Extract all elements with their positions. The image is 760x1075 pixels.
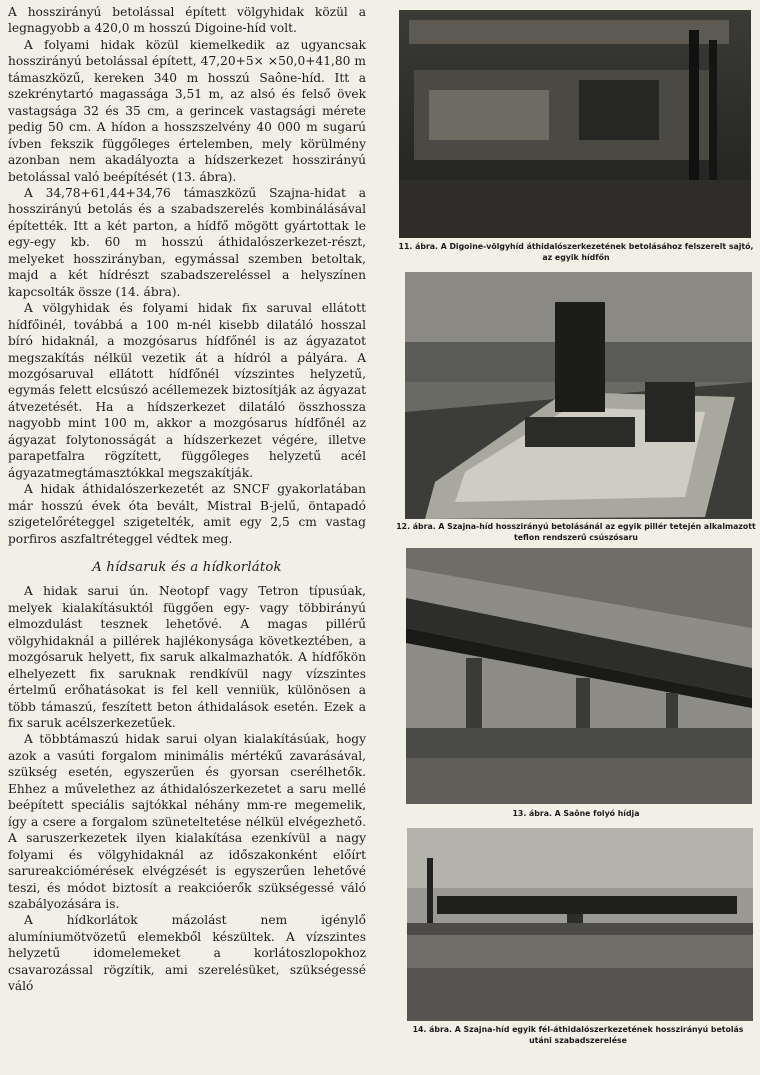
- figure-11-photo: [399, 10, 751, 238]
- paragraph-korlatok: A hídkorlátok mázolást nem igénylő alumíniumötvözetű elemekből készültek. A vízszintes helyzetű idomelemeket a korlátoszlopokhoz csavarozással rögzítik, ami szerelésüket, szükségessé váló: [8, 913, 366, 994]
- article-text-column: [8, 4, 366, 995]
- paragraph-szigeteles: A hidak áthidalószerkezetét az SNCF gyakorlatában már hosszú évek óta bevált, Mistral B-jelű, öntapadó szigetelőréteggel szigetelték, amit egy 2,5 cm vastag porfiros aszfaltréteggel védtek meg.: [8, 482, 366, 546]
- paragraph-saone: A folyami hidak közül kiemelkedik az ugyancsak hosszirányú betolással épített, 47,20+5× ×50,0+41,80 m támaszközű, kereken 340 m hosszú Saône-híd. Itt a szekrénytartó magassága 3,51 m, az alsó és felső övek vastagsága 32 és 35 cm, a gerincek vastagsági mérete pedig 50 cm. A hídon a hosszszelvény 40 000 m sugarú ívben fekszik függőleges értelemben, mely körülmény azonban nem akadályozta a hídszerkezet hosszirányú betolással való beépítését (13. ábra).: [8, 37, 366, 184]
- paragraph-digoine: A hosszirányú betolással épített völgyhidak közül a legnagyobb a 420,0 m hosszú Digoine-híd volt.: [8, 5, 366, 36]
- paragraph-szajna: A 34,78+61,44+34,76 támaszközű Szajna-hidat a hosszirányú betolás és a szabadszerelés kombinálásával építették. Itt a két parton, a hídfő mögött gyártottak le egy-egy kb. 60 m hosszú áthidalószerkezet-részt, melyeket hosszirányban, egymással szemben betoltak, majd a két hídrészt szabadszereléssel a helyszínen kapcsolták össze (14. ábra).: [8, 185, 366, 299]
- figure-13-photo: [406, 548, 752, 804]
- section-heading: A hídsaruk és a hídkorlátok: [92, 559, 282, 575]
- figure-11-caption: 11. ábra. A Digoine-völgyhíd áthidalószerkezetének betolásához felszerelt sajtó, az egyik hídfőn: [398, 242, 754, 262]
- figure-12-photo: [405, 272, 752, 519]
- paragraph-agyazat: A völgyhidak és folyami hidak fix saruval ellátott hídfőinél, továbbá a 100 m-nél kisebb dilatáló hosszal bíró hidaknál, a mozgósarus hídfőnél is az ágyazatot megszakítás nélkül vezetik át a hídról a pályára. A mozgósaruval ellátott hídfőnél vízszintes helyzetű, egymás felett elcsúszó acéllemezek biztosítják az ágyazat átvezetését. Ha a hídszerkezet dilatáló összhossza nagyobb mint 100 m, akkor a mozgósarus hídfőnél az ágyazat folytonosságát a hídszerkezet végére, illetve parapetfalra rögzített, függőleges helyzetű acél ágyazatmegtámasztókkal megszakítják.: [8, 301, 366, 480]
- figure-13-caption: 13. ábra. A Saône folyó hídja: [512, 809, 640, 818]
- figure-14-caption: 14. ábra. A Szajna-híd egyik fél-áthidalószerkezetének hosszirányú betolás utáni szabadszerelése: [412, 1025, 744, 1045]
- paragraph-saruk: A hidak sarui ún. Neotopf vagy Tetron típusúak, melyek kialakításuktól függően egy- vagy többirányú elmozdulást tesznek lehetővé. A magas pillérű völgyhidaknál a pillérek hajlékonysága következtében, a mozgósaruk helyett, fix saruk alkalmazhatók. A hídfőkön elhelyezett fix saruknak rendkívül nagy vízszintes értelmű erőhatásokat is fel kell venniük, különösen a több támaszú, feszített beton áthidalások esetén. Ezek a fix saruk acélszerkezetűek.: [8, 584, 366, 731]
- figure-12-caption: 12. ábra. A Szajna-híd hosszirányú betolásánál az egyik pillér tetején alkalmazott teflon rendszerű csúszósaru: [396, 522, 756, 542]
- paragraph-tobbtamaszu: A többtámaszú hidak sarui olyan kialakításúak, hogy azok a vasúti forgalom minimális mértékű zavarásával, szükség esetén, egyszerűen és gyorsan cserélhetők. Ehhez a művelethez az áthidalószerkezetet a saru mellé beépített speciális sajtókkal néhány mm-re megemelik, így a csere a forgalom szüneteltetése nélkül elvégezhető. A saruszerkezetek ilyen kialakítása ezenkívül a nagy folyami és völgyhidaknál az időszakonként előírt sarureakciómérések elvégzését is egyszerűen lehetővé teszi, és módot biztosít a reakcióerők szükségessé váló szabályozására is.: [8, 732, 366, 912]
- figure-14-photo: [407, 828, 753, 1021]
